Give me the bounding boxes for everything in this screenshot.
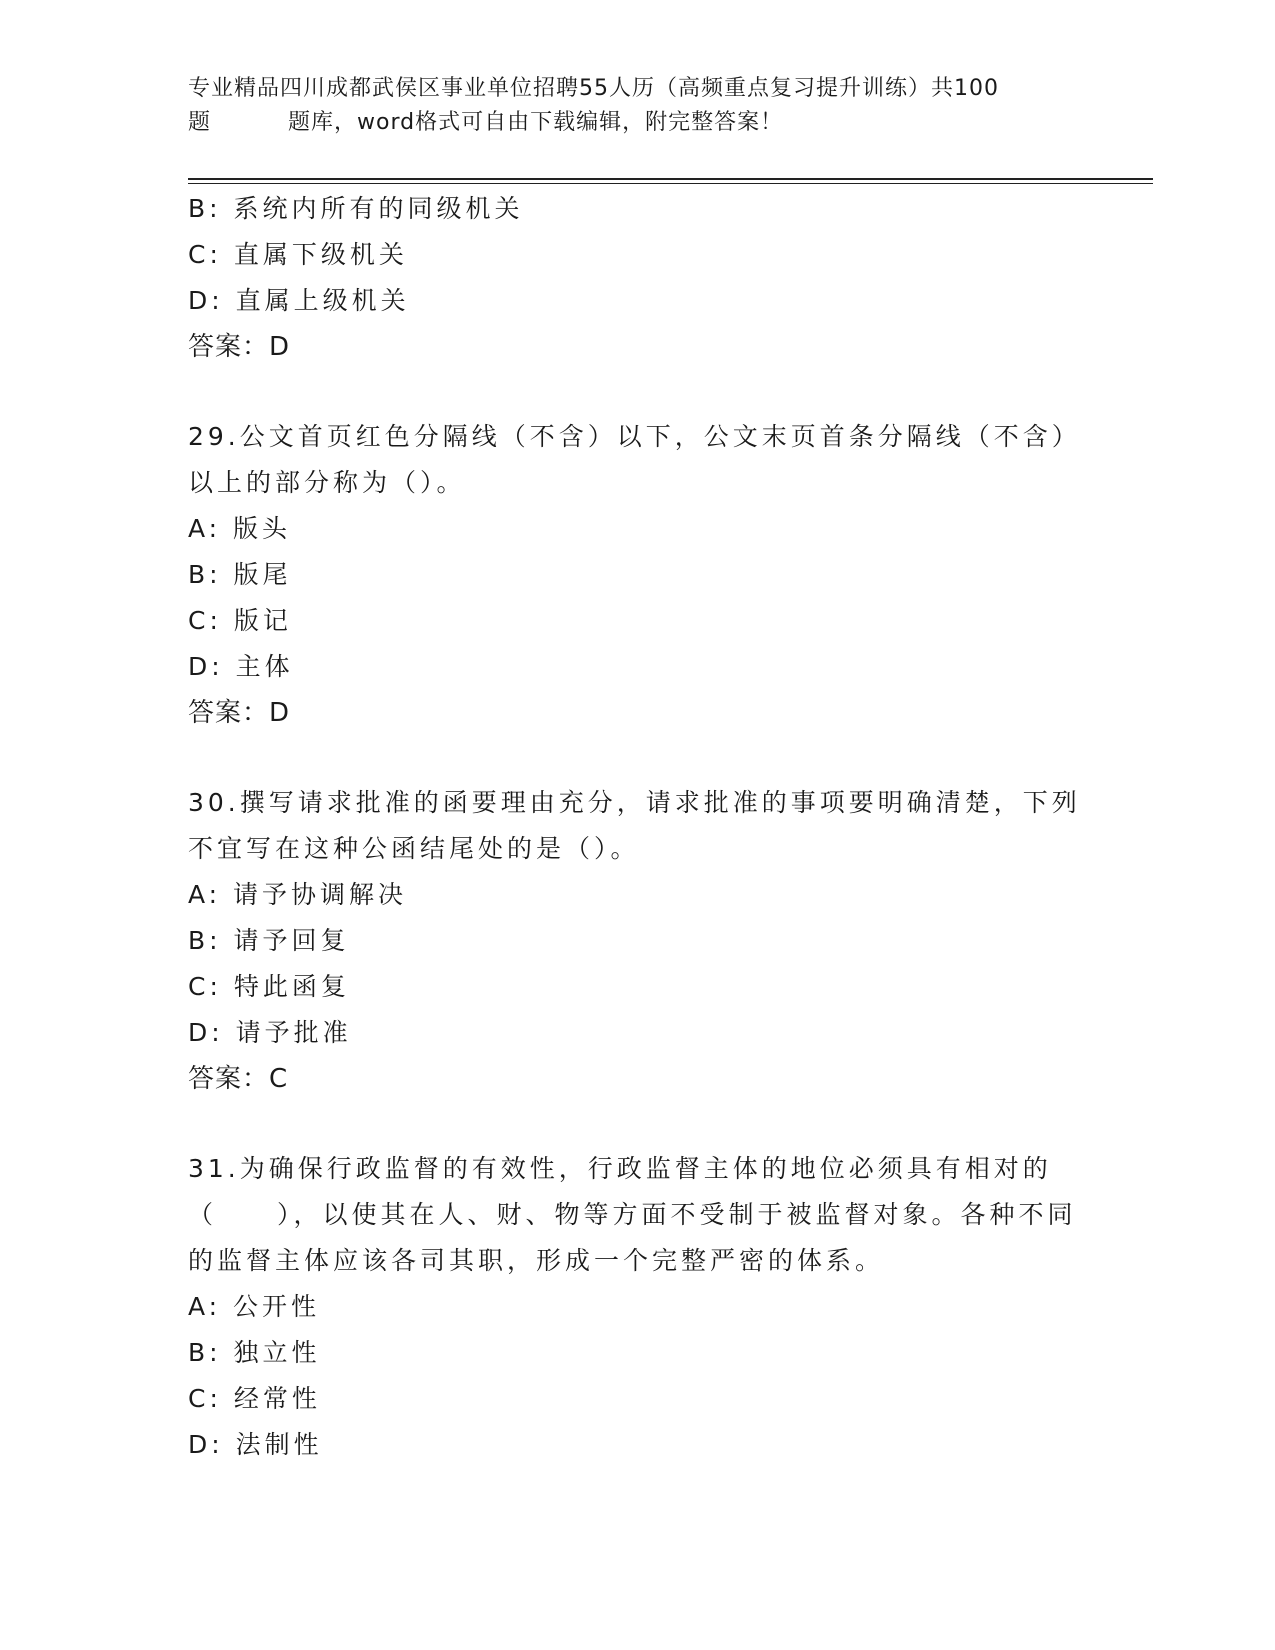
option-b: B: 系统内所有的同级机关 [188,194,524,223]
option-d: D: 直属上级机关 [188,286,410,315]
header-title-line2-rest: 题库，word格式可自由下载编辑，附完整答案！ [288,110,784,135]
question-content [188,186,1088,1468]
question-stem-line: 以上的部分称为（）。 [188,468,466,497]
option-b: B: 请予回复 [188,926,350,955]
option-d: D: 法制性 [188,1430,323,1459]
option-d: D: 主体 [188,652,294,681]
question-28-tail [188,186,1088,370]
option-c: C: 版记 [188,606,292,635]
option-a: A: 版头 [188,514,292,543]
question-stem-line: 31.为确保行政监督的有效性，行政监督主体的地位必须具有相对的 [188,1154,1052,1183]
answer: 答案：C [188,1064,289,1094]
question-stem-line: 30.撰写请求批准的函要理由充分，请求批准的事项要明确清楚，下列 [188,788,1081,817]
option-b: B: 版尾 [188,560,292,589]
question-stem-line [188,1192,1088,1238]
page-header [188,72,1068,140]
question-stem-line: 29.公文首页红色分隔线（不含）以下，公文末页首条分隔线（不含） [188,422,1081,451]
option-a: A: 公开性 [188,1292,321,1321]
header-title-line2 [188,106,1068,140]
option-c: C: 特此函复 [188,972,350,1001]
question-29 [188,414,1088,736]
header-title-line1: 专业精品四川成都武侯区事业单位招聘55人历（高频重点复习提升训练）共100 [188,76,999,101]
option-c: C: 经常性 [188,1384,321,1413]
answer: 答案：D [188,332,291,362]
option-b: B: 独立性 [188,1338,321,1367]
question-31 [188,1146,1088,1468]
blank-open-paren: （ [188,1200,218,1229]
option-a: A: 请予协调解决 [188,880,408,909]
question-stem-line: 不宜写在这种公函结尾处的是（）。 [188,834,640,863]
header-title-line2-start: 题 [188,110,212,135]
option-d: D: 请予批准 [188,1018,352,1047]
answer: 答案：D [188,698,291,728]
question-30 [188,780,1088,1102]
header-rule-thin [188,183,1153,184]
option-c: C: 直属下级机关 [188,240,408,269]
question-stem-rest: ），以使其在人、财、物等方面不受制于被监督对象。各种不同 [277,1200,1077,1229]
header-rule-thick [188,178,1153,180]
question-stem-line: 的监督主体应该各司其职，形成一个完整严密的体系。 [188,1246,885,1275]
